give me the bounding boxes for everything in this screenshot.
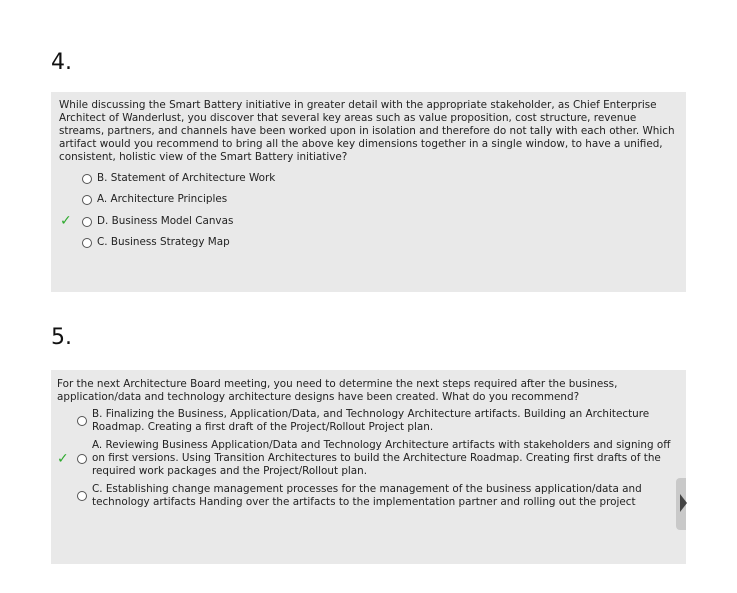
- question-4-option-d[interactable]: [82, 215, 233, 228]
- option-label: A. Reviewing Business Application/Data and Technology Architecture artifacts with stakeholders and signing off on first versions. Using Transition Architectures to build the Architecture Roadmap. Creating first drafts of the required work packages and the Project/Rollout plan.: [92, 439, 671, 477]
- question-4-option-a[interactable]: [82, 193, 227, 206]
- question-5-number: 5.: [51, 325, 72, 350]
- question-4-text: While discussing the Smart Battery initiative in greater detail with the appropriate stakeholder, as Chief Enterprise Architect of Wanderlust, you discover that several key areas such as value proposition, cost structure, revenue streams, partners, and channels have been worked upon in isolation and therefore do not tally with each other. Which artifact would you recommend to bring all the above key dimensions together in a single window, to have a unified, consistent, holistic view of the Smart Battery initiative?: [59, 99, 675, 163]
- question-4-number: 4.: [51, 50, 72, 75]
- question-4-option-b[interactable]: [82, 172, 275, 185]
- question-5-option-c[interactable]: [77, 483, 642, 509]
- radio-button[interactable]: [82, 238, 92, 248]
- question-5-text: For the next Architecture Board meeting, you need to determine the next steps required after the business, application/data and technology architecture designs have been created. What do you recommend?: [57, 378, 618, 403]
- question-5-option-b[interactable]: [77, 408, 649, 434]
- question-5-panel: [51, 370, 686, 564]
- radio-button[interactable]: [82, 217, 92, 227]
- question-5-option-a[interactable]: [77, 439, 670, 478]
- correct-check-icon: ✓: [60, 213, 72, 229]
- option-label: B. Statement of Architecture Work: [97, 172, 276, 184]
- radio-button[interactable]: [77, 416, 87, 426]
- option-label: B. Finalizing the Business, Application/Data, and Technology Architecture artifacts. Building an Architecture Roadmap. Creating a first draft of the Project/Rollout Project plan.: [92, 408, 650, 433]
- question-4-option-c[interactable]: [82, 236, 230, 249]
- radio-button[interactable]: [77, 491, 87, 501]
- option-label: C. Establishing change management processes for the management of the business application/data and technology artifacts Handing over the artifacts to the implementation partner and rolling out the project: [92, 483, 642, 508]
- question-4-panel: [51, 92, 686, 292]
- option-label: C. Business Strategy Map: [97, 236, 230, 248]
- option-label: D. Business Model Canvas: [97, 215, 234, 227]
- option-label: A. Architecture Principles: [97, 193, 228, 205]
- radio-button[interactable]: [82, 195, 92, 205]
- next-arrow-icon[interactable]: [680, 494, 687, 512]
- correct-check-icon: ✓: [57, 451, 69, 467]
- radio-button[interactable]: [82, 174, 92, 184]
- radio-button[interactable]: [77, 454, 87, 464]
